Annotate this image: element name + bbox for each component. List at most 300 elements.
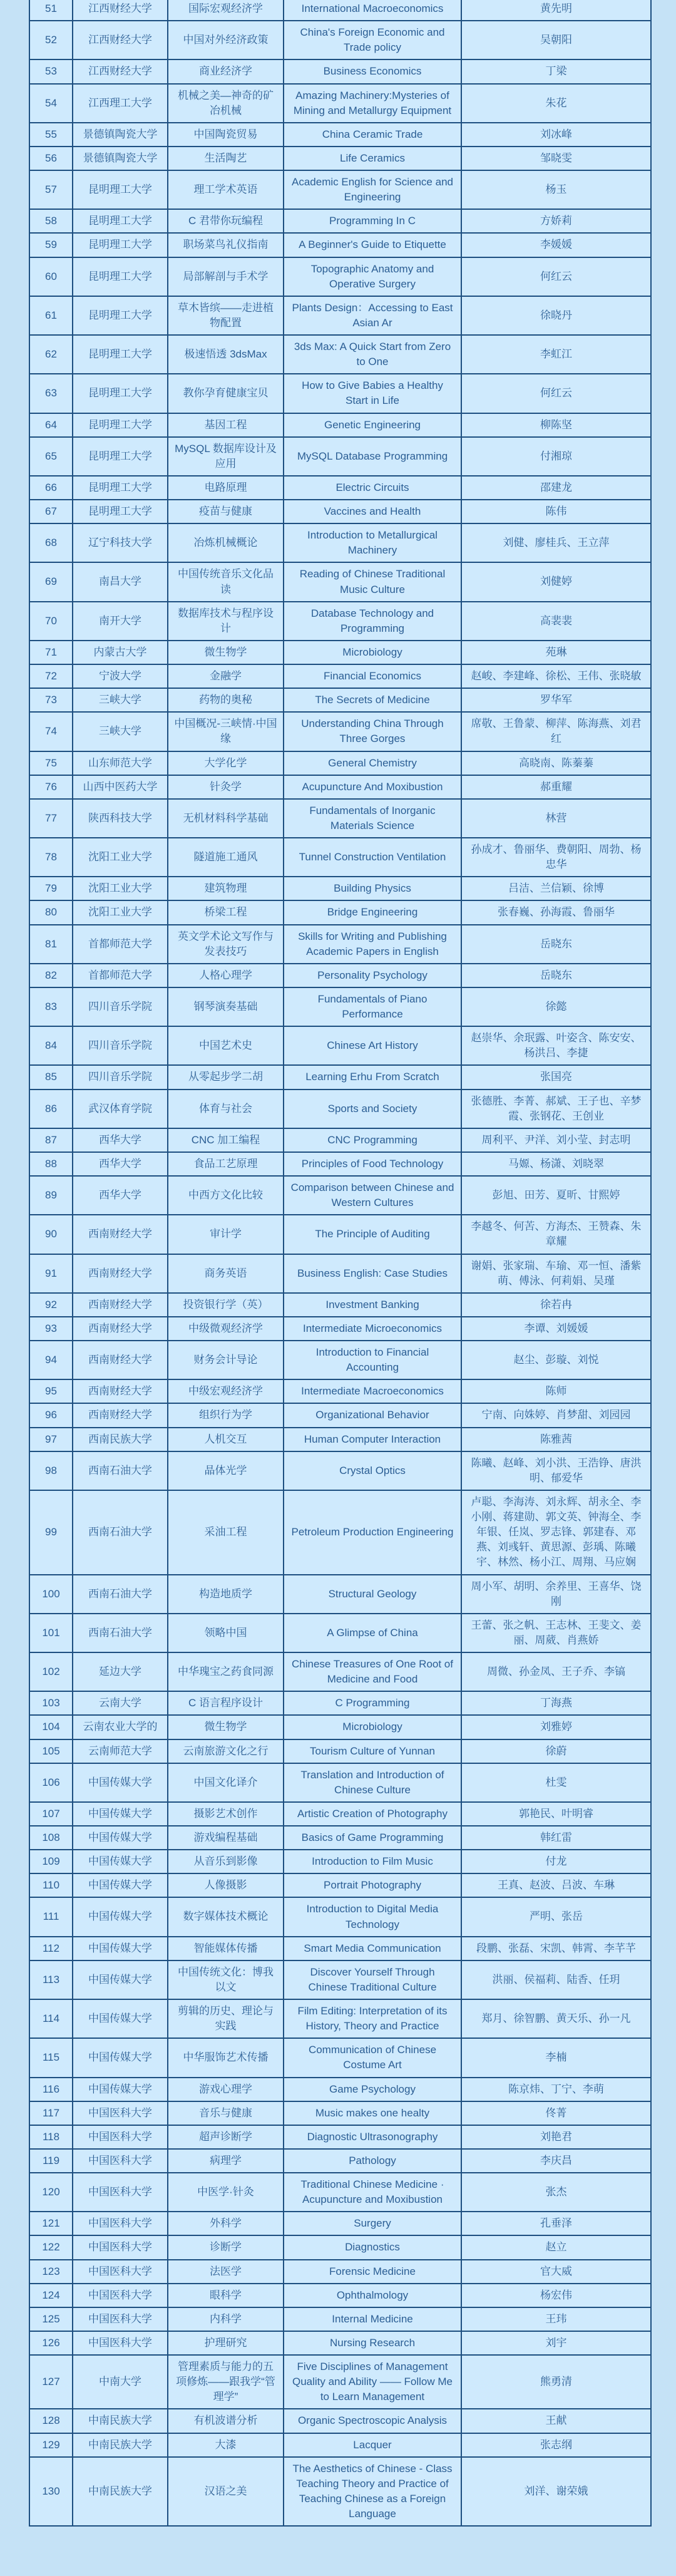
course-name-en-cell: Reading of Chinese Traditional Music Culture bbox=[284, 562, 461, 601]
course-name-en-cell: Amazing Machinery:Mysteries of Mining and Metallurgy Equipment bbox=[284, 84, 461, 123]
table-row bbox=[29, 877, 651, 900]
row-number-cell: 70 bbox=[29, 602, 73, 641]
instructors-cell: 赵峻、李建峰、徐松、王伟、张晓敏 bbox=[461, 664, 651, 688]
row-number-cell: 85 bbox=[29, 1065, 73, 1089]
instructors-cell: 卢聪、李海涛、刘永辉、胡永全、李小刚、蒋建勋、郭文英、钟海全、李年银、任岚、罗志锋、郭建春、邓燕、刘彧轩、黄思源、彭瑀、陈曦宇、林然、杨小江、周翔、马应娴 bbox=[461, 1490, 651, 1575]
table-row bbox=[29, 1152, 651, 1176]
instructors-cell: 周微、孙金凤、王子乔、李镐 bbox=[461, 1652, 651, 1691]
university-cell: 四川音乐学院 bbox=[73, 1026, 168, 1065]
course-name-en-cell: Lacquer bbox=[284, 2433, 461, 2457]
course-name-en-cell: Sports and Society bbox=[284, 1090, 461, 1128]
instructors-cell: 彭旭、田芳、夏昕、甘熙婷 bbox=[461, 1176, 651, 1215]
course-name-en-cell: Introduction to Financial Accounting bbox=[284, 1341, 461, 1379]
course-name-zh-cell: 从零起步学二胡 bbox=[168, 1065, 284, 1089]
row-number-cell: 115 bbox=[29, 2038, 73, 2077]
instructors-cell: 徐懿 bbox=[461, 987, 651, 1026]
course-name-zh-cell: 人像摄影 bbox=[168, 1873, 284, 1897]
university-cell: 西南石油大学 bbox=[73, 1451, 168, 1490]
university-cell: 沈阳工业大学 bbox=[73, 877, 168, 900]
course-name-en-cell: Film Editing: Interpretation of its History, Theory and Practice bbox=[284, 1999, 461, 2038]
table-row bbox=[29, 2331, 651, 2355]
course-name-zh-cell: 投资银行学（英） bbox=[168, 1293, 284, 1317]
row-number-cell: 108 bbox=[29, 1826, 73, 1850]
table-row bbox=[29, 900, 651, 924]
university-cell: 陕西科技大学 bbox=[73, 799, 168, 838]
university-cell: 西南石油大学 bbox=[73, 1490, 168, 1575]
instructors-cell: 丁海燕 bbox=[461, 1691, 651, 1715]
table-row bbox=[29, 1850, 651, 1873]
instructors-cell: 赵立 bbox=[461, 2235, 651, 2259]
university-cell: 中南民族大学 bbox=[73, 2457, 168, 2527]
university-cell: 西南财经大学 bbox=[73, 1293, 168, 1317]
table-row bbox=[29, 1341, 651, 1379]
course-name-zh-cell: 针灸学 bbox=[168, 775, 284, 799]
course-name-en-cell: How to Give Babies a Healthy Start in Life bbox=[284, 374, 461, 413]
instructors-cell: 洪丽、侯福莉、陆香、任玥 bbox=[461, 1960, 651, 1999]
row-number-cell: 74 bbox=[29, 712, 73, 751]
row-number-cell: 111 bbox=[29, 1897, 73, 1936]
table-row bbox=[29, 2260, 651, 2284]
course-name-zh-cell: 采油工程 bbox=[168, 1490, 284, 1575]
row-number-cell: 80 bbox=[29, 900, 73, 924]
instructors-cell: 杜雯 bbox=[461, 1763, 651, 1802]
course-name-zh-cell: 组织行为学 bbox=[168, 1403, 284, 1427]
course-name-en-cell: International Macroeconomics bbox=[284, 0, 461, 21]
row-number-cell: 123 bbox=[29, 2260, 73, 2284]
table-row bbox=[29, 413, 651, 437]
table-row bbox=[29, 1937, 651, 1960]
course-name-en-cell: Smart Media Communication bbox=[284, 1937, 461, 1960]
instructors-cell: 李媛媛 bbox=[461, 233, 651, 257]
instructors-cell: 王真、赵波、吕波、车琳 bbox=[461, 1873, 651, 1897]
course-name-zh-cell: 人机交互 bbox=[168, 1428, 284, 1451]
instructors-cell: 张国亮 bbox=[461, 1065, 651, 1089]
university-cell: 中国传媒大学 bbox=[73, 1873, 168, 1897]
course-name-en-cell: Ophthalmology bbox=[284, 2284, 461, 2307]
course-name-zh-cell: 商务英语 bbox=[168, 1254, 284, 1293]
table-row bbox=[29, 1428, 651, 1451]
course-name-en-cell: Surgery bbox=[284, 2212, 461, 2235]
course-name-en-cell: Internal Medicine bbox=[284, 2307, 461, 2331]
instructors-cell: 周利平、尹洋、刘小莹、封志明 bbox=[461, 1128, 651, 1152]
row-number-cell: 63 bbox=[29, 374, 73, 413]
university-cell: 中国医科大学 bbox=[73, 2212, 168, 2235]
course-name-zh-cell: 桥梁工程 bbox=[168, 900, 284, 924]
row-number-cell: 71 bbox=[29, 641, 73, 664]
course-name-zh-cell: 冶炼机械概论 bbox=[168, 523, 284, 562]
instructors-cell: 韩红雷 bbox=[461, 1826, 651, 1850]
course-name-zh-cell: 理工学术英语 bbox=[168, 170, 284, 209]
row-number-cell: 61 bbox=[29, 296, 73, 335]
instructors-cell: 孔垂泽 bbox=[461, 2212, 651, 2235]
university-cell: 昆明理工大学 bbox=[73, 437, 168, 476]
university-cell: 昆明理工大学 bbox=[73, 413, 168, 437]
row-number-cell: 112 bbox=[29, 1937, 73, 1960]
course-name-en-cell: Understanding China Through Three Gorges bbox=[284, 712, 461, 751]
instructors-cell: 赵崇华、余珉露、叶姿含、陈安安、杨洪吕、李捷 bbox=[461, 1026, 651, 1065]
course-name-zh-cell: 领略中国 bbox=[168, 1614, 284, 1652]
course-name-zh-cell: 局部解剖与手术学 bbox=[168, 257, 284, 296]
course-name-en-cell: Structural Geology bbox=[284, 1575, 461, 1614]
table-row bbox=[29, 925, 651, 964]
instructors-cell: 何红云 bbox=[461, 257, 651, 296]
table-row bbox=[29, 1691, 651, 1715]
table-row bbox=[29, 523, 651, 562]
course-name-zh-cell: 商业经济学 bbox=[168, 59, 284, 83]
university-cell: 西南财经大学 bbox=[73, 1379, 168, 1403]
university-cell: 沈阳工业大学 bbox=[73, 900, 168, 924]
university-cell: 云南大学 bbox=[73, 1691, 168, 1715]
university-cell: 内蒙古大学 bbox=[73, 641, 168, 664]
row-number-cell: 97 bbox=[29, 1428, 73, 1451]
table-row bbox=[29, 500, 651, 523]
course-name-en-cell: Principles of Food Technology bbox=[284, 1152, 461, 1176]
university-cell: 宁波大学 bbox=[73, 664, 168, 688]
row-number-cell: 114 bbox=[29, 1999, 73, 2038]
course-name-zh-cell: 中国陶瓷贸易 bbox=[168, 123, 284, 147]
row-number-cell: 95 bbox=[29, 1379, 73, 1403]
table-row bbox=[29, 1802, 651, 1826]
table-row bbox=[29, 641, 651, 664]
university-cell: 西南石油大学 bbox=[73, 1614, 168, 1652]
university-cell: 中国传媒大学 bbox=[73, 1850, 168, 1873]
row-number-cell: 96 bbox=[29, 1403, 73, 1427]
table-row bbox=[29, 21, 651, 59]
course-name-zh-cell: 中国概况-三峡情·中国缘 bbox=[168, 712, 284, 751]
course-name-zh-cell: 草木皆缤——走进植物配置 bbox=[168, 296, 284, 335]
university-cell: 西南财经大学 bbox=[73, 1403, 168, 1427]
row-number-cell: 62 bbox=[29, 335, 73, 374]
course-name-zh-cell: 眼科学 bbox=[168, 2284, 284, 2307]
university-cell: 西南石油大学 bbox=[73, 1575, 168, 1614]
row-number-cell: 53 bbox=[29, 59, 73, 83]
course-name-en-cell: Financial Economics bbox=[284, 664, 461, 688]
course-name-zh-cell: 基因工程 bbox=[168, 413, 284, 437]
table-row bbox=[29, 751, 651, 775]
university-cell: 中国传媒大学 bbox=[73, 1937, 168, 1960]
instructors-cell: 刘宇 bbox=[461, 2331, 651, 2355]
course-name-zh-cell: 职场菜鸟礼仪指南 bbox=[168, 233, 284, 257]
instructors-cell: 席敬、王鲁蒙、柳萍、陈海燕、刘君红 bbox=[461, 712, 651, 751]
course-name-en-cell: Crystal Optics bbox=[284, 1451, 461, 1490]
course-name-zh-cell: 游戏心理学 bbox=[168, 2078, 284, 2101]
university-cell: 中国传媒大学 bbox=[73, 1826, 168, 1850]
course-name-zh-cell: 电路原理 bbox=[168, 476, 284, 500]
course-name-en-cell: The Aesthetics of Chinese - Class Teaching Theory and Practice of Teaching Chinese as a Foreign Language bbox=[284, 2457, 461, 2527]
course-name-en-cell: China Ceramic Trade bbox=[284, 123, 461, 147]
course-name-en-cell: China's Foreign Economic and Trade policy bbox=[284, 21, 461, 59]
course-name-zh-cell: 食品工艺原理 bbox=[168, 1152, 284, 1176]
course-name-en-cell: Microbiology bbox=[284, 641, 461, 664]
course-name-en-cell: Artistic Creation of Photography bbox=[284, 1802, 461, 1826]
row-number-cell: 100 bbox=[29, 1575, 73, 1614]
course-name-zh-cell: 国际宏观经济学 bbox=[168, 0, 284, 21]
university-cell: 中国医科大学 bbox=[73, 2235, 168, 2259]
course-name-en-cell: Bridge Engineering bbox=[284, 900, 461, 924]
course-name-en-cell: Game Psychology bbox=[284, 2078, 461, 2101]
course-name-en-cell: Chinese Art History bbox=[284, 1026, 461, 1065]
table-row bbox=[29, 1317, 651, 1341]
course-name-zh-cell: 生活陶艺 bbox=[168, 147, 284, 170]
course-name-en-cell: Programming In C bbox=[284, 209, 461, 233]
table-row bbox=[29, 664, 651, 688]
table-row bbox=[29, 1575, 651, 1614]
instructors-cell: 杨宏伟 bbox=[461, 2284, 651, 2307]
table-row bbox=[29, 59, 651, 83]
course-name-zh-cell: 音乐与健康 bbox=[168, 2101, 284, 2125]
instructors-cell: 陈伟 bbox=[461, 500, 651, 523]
university-cell: 昆明理工大学 bbox=[73, 209, 168, 233]
instructors-cell: 马嫄、杨潇、刘晓翠 bbox=[461, 1152, 651, 1176]
course-name-en-cell: Tourism Culture of Yunnan bbox=[284, 1739, 461, 1763]
university-cell: 江西理工大学 bbox=[73, 84, 168, 123]
course-name-en-cell: Petroleum Production Engineering bbox=[284, 1490, 461, 1575]
row-number-cell: 105 bbox=[29, 1739, 73, 1763]
row-number-cell: 110 bbox=[29, 1873, 73, 1897]
table-row bbox=[29, 257, 651, 296]
course-name-zh-cell: C 语言程序设计 bbox=[168, 1691, 284, 1715]
university-cell: 四川音乐学院 bbox=[73, 1065, 168, 1089]
university-cell: 西华大学 bbox=[73, 1128, 168, 1152]
table-row bbox=[29, 2078, 651, 2101]
university-cell: 中南大学 bbox=[73, 2355, 168, 2409]
course-name-en-cell: Introduction to Film Music bbox=[284, 1850, 461, 1873]
course-name-en-cell: Chinese Treasures of One Root of Medicine and Food bbox=[284, 1652, 461, 1691]
course-name-zh-cell: 病理学 bbox=[168, 2149, 284, 2173]
course-name-en-cell: Investment Banking bbox=[284, 1293, 461, 1317]
row-number-cell: 59 bbox=[29, 233, 73, 257]
university-cell: 西南民族大学 bbox=[73, 1428, 168, 1451]
row-number-cell: 79 bbox=[29, 877, 73, 900]
university-cell: 中国传媒大学 bbox=[73, 2078, 168, 2101]
course-name-en-cell: Translation and Introduction of Chinese Culture bbox=[284, 1763, 461, 1802]
row-number-cell: 130 bbox=[29, 2457, 73, 2527]
instructors-cell: 刘健、廖桂兵、王立萍 bbox=[461, 523, 651, 562]
university-cell: 西华大学 bbox=[73, 1176, 168, 1215]
row-number-cell: 69 bbox=[29, 562, 73, 601]
course-name-en-cell: Intermediate Microeconomics bbox=[284, 1317, 461, 1341]
table-row bbox=[29, 1293, 651, 1317]
table-row bbox=[29, 1451, 651, 1490]
course-name-zh-cell: CNC 加工编程 bbox=[168, 1128, 284, 1152]
course-name-zh-cell: 财务会计导论 bbox=[168, 1341, 284, 1379]
course-name-zh-cell: 中华服饰艺术传播 bbox=[168, 2038, 284, 2077]
course-name-zh-cell: 中国传统音乐文化品读 bbox=[168, 562, 284, 601]
row-number-cell: 102 bbox=[29, 1652, 73, 1691]
row-number-cell: 125 bbox=[29, 2307, 73, 2331]
table-row bbox=[29, 712, 651, 751]
instructors-cell: 陈师 bbox=[461, 1379, 651, 1403]
row-number-cell: 106 bbox=[29, 1763, 73, 1802]
course-name-zh-cell: 微生物学 bbox=[168, 641, 284, 664]
row-number-cell: 83 bbox=[29, 987, 73, 1026]
university-cell: 山东师范大学 bbox=[73, 751, 168, 775]
course-name-zh-cell: 超声诊断学 bbox=[168, 2125, 284, 2149]
row-number-cell: 87 bbox=[29, 1128, 73, 1152]
instructors-cell: 何红云 bbox=[461, 374, 651, 413]
table-row bbox=[29, 1215, 651, 1254]
row-number-cell: 104 bbox=[29, 1715, 73, 1739]
course-name-en-cell: Organic Spectroscopic Analysis bbox=[284, 2409, 461, 2433]
instructors-cell: 严明、张岳 bbox=[461, 1897, 651, 1936]
course-name-en-cell: Skills for Writing and Publishing Academic Papers in English bbox=[284, 925, 461, 964]
instructors-cell: 邹晓雯 bbox=[461, 147, 651, 170]
university-cell: 昆明理工大学 bbox=[73, 257, 168, 296]
university-cell: 中国医科大学 bbox=[73, 2173, 168, 2212]
course-name-en-cell: Topographic Anatomy and Operative Surgery bbox=[284, 257, 461, 296]
instructors-cell: 孙成才、鲁丽华、费朝阳、周勃、杨忠华 bbox=[461, 838, 651, 877]
table-row bbox=[29, 170, 651, 209]
table-row bbox=[29, 2125, 651, 2149]
course-name-zh-cell: 体育与社会 bbox=[168, 1090, 284, 1128]
row-number-cell: 116 bbox=[29, 2078, 73, 2101]
university-cell: 中国传媒大学 bbox=[73, 1999, 168, 2038]
table-row bbox=[29, 1176, 651, 1215]
instructors-cell: 宁南、向姝婷、肖梦甜、刘园园 bbox=[461, 1403, 651, 1427]
instructors-cell: 苑琳 bbox=[461, 641, 651, 664]
course-name-en-cell: Intermediate Macroeconomics bbox=[284, 1379, 461, 1403]
row-number-cell: 120 bbox=[29, 2173, 73, 2212]
course-name-en-cell: Fundamentals of Inorganic Materials Science bbox=[284, 799, 461, 838]
row-number-cell: 121 bbox=[29, 2212, 73, 2235]
university-cell: 昆明理工大学 bbox=[73, 500, 168, 523]
table-row bbox=[29, 838, 651, 877]
university-cell: 江西财经大学 bbox=[73, 21, 168, 59]
instructors-cell: 段鹏、张磊、宋凯、韩霄、李芊芊 bbox=[461, 1937, 651, 1960]
table-row bbox=[29, 688, 651, 712]
row-number-cell: 103 bbox=[29, 1691, 73, 1715]
course-name-zh-cell: 审计学 bbox=[168, 1215, 284, 1254]
course-name-en-cell: Life Ceramics bbox=[284, 147, 461, 170]
course-name-en-cell: Traditional Chinese Medicine · Acupuncture and Moxibustion bbox=[284, 2173, 461, 2212]
table-row bbox=[29, 2212, 651, 2235]
instructors-cell: 李虹江 bbox=[461, 335, 651, 374]
instructors-cell: 刘艳君 bbox=[461, 2125, 651, 2149]
table-row bbox=[29, 233, 651, 257]
course-name-zh-cell: 教你孕育健康宝贝 bbox=[168, 374, 284, 413]
row-number-cell: 75 bbox=[29, 751, 73, 775]
table-row bbox=[29, 1652, 651, 1691]
instructors-cell: 徐若冉 bbox=[461, 1293, 651, 1317]
course-name-en-cell: Building Physics bbox=[284, 877, 461, 900]
course-name-zh-cell: 智能媒体传播 bbox=[168, 1937, 284, 1960]
row-number-cell: 127 bbox=[29, 2355, 73, 2409]
university-cell: 中国传媒大学 bbox=[73, 1763, 168, 1802]
course-name-zh-cell: 摄影艺术创作 bbox=[168, 1802, 284, 1826]
course-name-zh-cell: 建筑物理 bbox=[168, 877, 284, 900]
course-name-zh-cell: 中西方文化比较 bbox=[168, 1176, 284, 1215]
row-number-cell: 84 bbox=[29, 1026, 73, 1065]
row-number-cell: 82 bbox=[29, 964, 73, 987]
university-cell: 景德镇陶瓷大学 bbox=[73, 123, 168, 147]
course-name-zh-cell: 微生物学 bbox=[168, 1715, 284, 1739]
university-cell: 首都师范大学 bbox=[73, 964, 168, 987]
course-name-zh-cell: 护理研究 bbox=[168, 2331, 284, 2355]
instructors-cell: 付湘琼 bbox=[461, 437, 651, 476]
course-name-zh-cell: 英文学术论文写作与发表技巧 bbox=[168, 925, 284, 964]
university-cell: 三峡大学 bbox=[73, 712, 168, 751]
university-cell: 中国医科大学 bbox=[73, 2101, 168, 2125]
row-number-cell: 101 bbox=[29, 1614, 73, 1652]
university-cell: 中国传媒大学 bbox=[73, 1960, 168, 1999]
course-name-zh-cell: 大漆 bbox=[168, 2433, 284, 2457]
university-cell: 中国医科大学 bbox=[73, 2260, 168, 2284]
table-row bbox=[29, 147, 651, 170]
row-number-cell: 66 bbox=[29, 476, 73, 500]
row-number-cell: 126 bbox=[29, 2331, 73, 2355]
table-row bbox=[29, 1614, 651, 1652]
university-cell: 云南师范大学 bbox=[73, 1739, 168, 1763]
row-number-cell: 93 bbox=[29, 1317, 73, 1341]
university-cell: 中国医科大学 bbox=[73, 2307, 168, 2331]
course-name-zh-cell: 内科学 bbox=[168, 2307, 284, 2331]
table-row bbox=[29, 1739, 651, 1763]
instructors-cell: 高晓南、陈蓁蓁 bbox=[461, 751, 651, 775]
row-number-cell: 52 bbox=[29, 21, 73, 59]
table-row bbox=[29, 1090, 651, 1128]
course-name-zh-cell: 中国艺术史 bbox=[168, 1026, 284, 1065]
course-name-zh-cell: 数据库技术与程序设计 bbox=[168, 602, 284, 641]
university-cell: 中国医科大学 bbox=[73, 2331, 168, 2355]
table-row bbox=[29, 2038, 651, 2077]
course-name-zh-cell: 隧道施工通风 bbox=[168, 838, 284, 877]
course-name-en-cell: Introduction to Metallurgical Machinery bbox=[284, 523, 461, 562]
instructors-cell: 王玮 bbox=[461, 2307, 651, 2331]
table-row bbox=[29, 1960, 651, 1999]
row-number-cell: 73 bbox=[29, 688, 73, 712]
course-name-zh-cell: 诊断学 bbox=[168, 2235, 284, 2259]
table-row bbox=[29, 2235, 651, 2259]
university-cell: 山西中医药大学 bbox=[73, 775, 168, 799]
row-number-cell: 107 bbox=[29, 1802, 73, 1826]
course-name-zh-cell: 中国对外经济政策 bbox=[168, 21, 284, 59]
course-name-zh-cell: 机械之美—神奇的矿冶机械 bbox=[168, 84, 284, 123]
university-cell: 昆明理工大学 bbox=[73, 476, 168, 500]
course-name-en-cell: Fundamentals of Piano Performance bbox=[284, 987, 461, 1026]
university-cell: 昆明理工大学 bbox=[73, 296, 168, 335]
course-name-zh-cell: 数字媒体技术概论 bbox=[168, 1897, 284, 1936]
instructors-cell: 刘健婷 bbox=[461, 562, 651, 601]
instructors-cell: 张志纲 bbox=[461, 2433, 651, 2457]
university-cell: 南开大学 bbox=[73, 602, 168, 641]
table-row bbox=[29, 1128, 651, 1152]
instructors-cell: 朱花 bbox=[461, 84, 651, 123]
instructors-cell: 黄先明 bbox=[461, 0, 651, 21]
instructors-cell: 李越冬、何苦、方海杰、王赞森、朱章耀 bbox=[461, 1215, 651, 1254]
instructors-cell: 李庆昌 bbox=[461, 2149, 651, 2173]
table-row bbox=[29, 602, 651, 641]
course-name-en-cell: Nursing Research bbox=[284, 2331, 461, 2355]
instructors-cell: 岳晓东 bbox=[461, 925, 651, 964]
university-cell: 中国传媒大学 bbox=[73, 1802, 168, 1826]
row-number-cell: 77 bbox=[29, 799, 73, 838]
table-row bbox=[29, 1763, 651, 1802]
table-row bbox=[29, 2457, 651, 2527]
instructors-cell: 赵尘、彭璇、刘悦 bbox=[461, 1341, 651, 1379]
university-cell: 中国传媒大学 bbox=[73, 2038, 168, 2077]
instructors-cell: 徐晓丹 bbox=[461, 296, 651, 335]
row-number-cell: 60 bbox=[29, 257, 73, 296]
course-name-en-cell: General Chemistry bbox=[284, 751, 461, 775]
university-cell: 西南财经大学 bbox=[73, 1341, 168, 1379]
course-name-zh-cell: 极速悟透 3dsMax bbox=[168, 335, 284, 374]
row-number-cell: 99 bbox=[29, 1490, 73, 1575]
table-row bbox=[29, 775, 651, 799]
university-cell: 沈阳工业大学 bbox=[73, 838, 168, 877]
course-name-en-cell: 3ds Max: A Quick Start from Zero to One bbox=[284, 335, 461, 374]
row-number-cell: 86 bbox=[29, 1090, 73, 1128]
course-name-en-cell: Portrait Photography bbox=[284, 1873, 461, 1897]
